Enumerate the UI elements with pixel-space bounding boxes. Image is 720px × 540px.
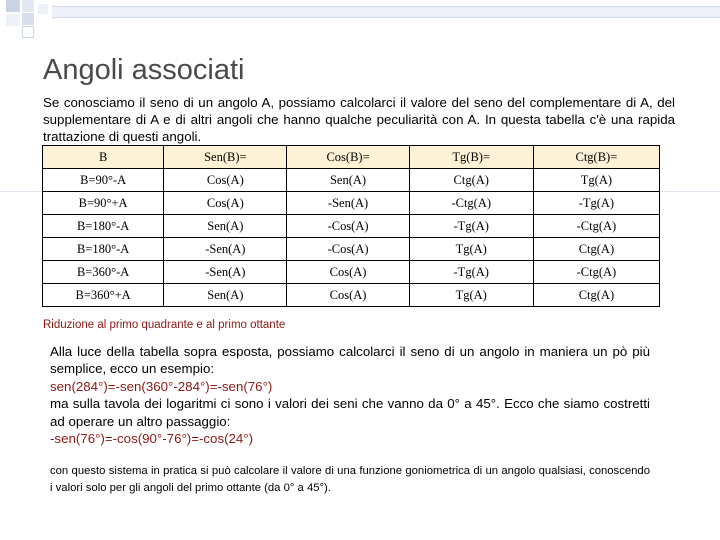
table-cell: -Sen(A) [164,261,287,284]
table-cell: -Cos(A) [287,215,409,238]
section-subheading: Riduzione al primo quadrante e al primo ottante [43,319,286,331]
table-cell: B=180°-A [43,215,164,238]
table-cell: Tg(A) [533,169,659,192]
table-cell: Cos(A) [287,261,409,284]
explanation-paragraph: ma sulla tavola dei logaritmi ci sono i valori dei seni che vanno da 0° a 45°. Ecco che siamo costretti ad operare un altro passaggio: [50,396,650,429]
decor-square [22,13,34,25]
table-header-row [43,146,660,169]
explanation-paragraph: Alla luce della tabella sopra esposta, possiamo calcolarci il seno di un angolo in maniera un pò più semplice, ecco un esempio: [50,344,650,377]
top-decor-bar [52,6,720,18]
example-formula: -sen(76°)=-cos(90°-76°)=-cos(24°) [50,431,254,447]
decor-square [22,0,34,12]
table-cell: -Ctg(A) [533,261,659,284]
column-header: Ctg(B)= [533,146,659,169]
decor-square [22,26,34,38]
closing-note: con questo sistema in pratica si può calcolare il valore di una funzione goniometrica di un angolo qualsiasi, conoscendo i valori solo per gli angoli del primo ottante (da 0° a 45°). [50,465,650,494]
decor-square [6,14,20,26]
column-header: Tg(B)= [409,146,533,169]
table-cell: B=360°+A [43,284,164,307]
table-cell: -Ctg(A) [409,192,533,215]
table-cell: B=90°+A [43,192,164,215]
decor-square [38,4,48,14]
table-cell: -Ctg(A) [533,215,659,238]
column-header: Sen(B)= [164,146,287,169]
slide-title: Angoli associati [43,54,245,86]
table-cell: Sen(A) [164,284,287,307]
column-header: B [43,146,164,169]
table-cell: B=360°-A [43,261,164,284]
table-row [43,215,660,238]
associated-angles-table [42,145,660,307]
decor-square [6,0,20,12]
table-cell: Ctg(A) [409,169,533,192]
table-row [43,261,660,284]
table-cell: Sen(A) [287,169,409,192]
table-cell: -Sen(A) [287,192,409,215]
table-cell: -Tg(A) [409,215,533,238]
table-cell: B=90°-A [43,169,164,192]
table-cell: Tg(A) [409,238,533,261]
table-cell: -Tg(A) [409,261,533,284]
table-row [43,238,660,261]
table-cell: -Sen(A) [164,238,287,261]
table-cell: Tg(A) [409,284,533,307]
table-cell: Cos(A) [287,284,409,307]
table-cell: Cos(A) [164,169,287,192]
table-cell: -Tg(A) [533,192,659,215]
table-row [43,169,660,192]
intro-paragraph: Se conosciamo il seno di un angolo A, possiamo calcolarci il valore del seno del complementare di A, del supplementare di A e di altri angoli che hanno qualche peculiarità con A. In questa tabella c'è una rapida trattazione di questi angoli. [43,95,675,144]
table-cell: Ctg(A) [533,284,659,307]
table-cell: Cos(A) [164,192,287,215]
table-cell: Ctg(A) [533,238,659,261]
explanation-block [50,343,650,447]
example-formula: sen(284°)=-sen(360°-284°)=-sen(76°) [50,378,273,394]
table-row [43,284,660,307]
table-cell: -Cos(A) [287,238,409,261]
table-row [43,192,660,215]
table-cell: B=180°-A [43,238,164,261]
column-header: Cos(B)= [287,146,409,169]
table-cell: Sen(A) [164,215,287,238]
